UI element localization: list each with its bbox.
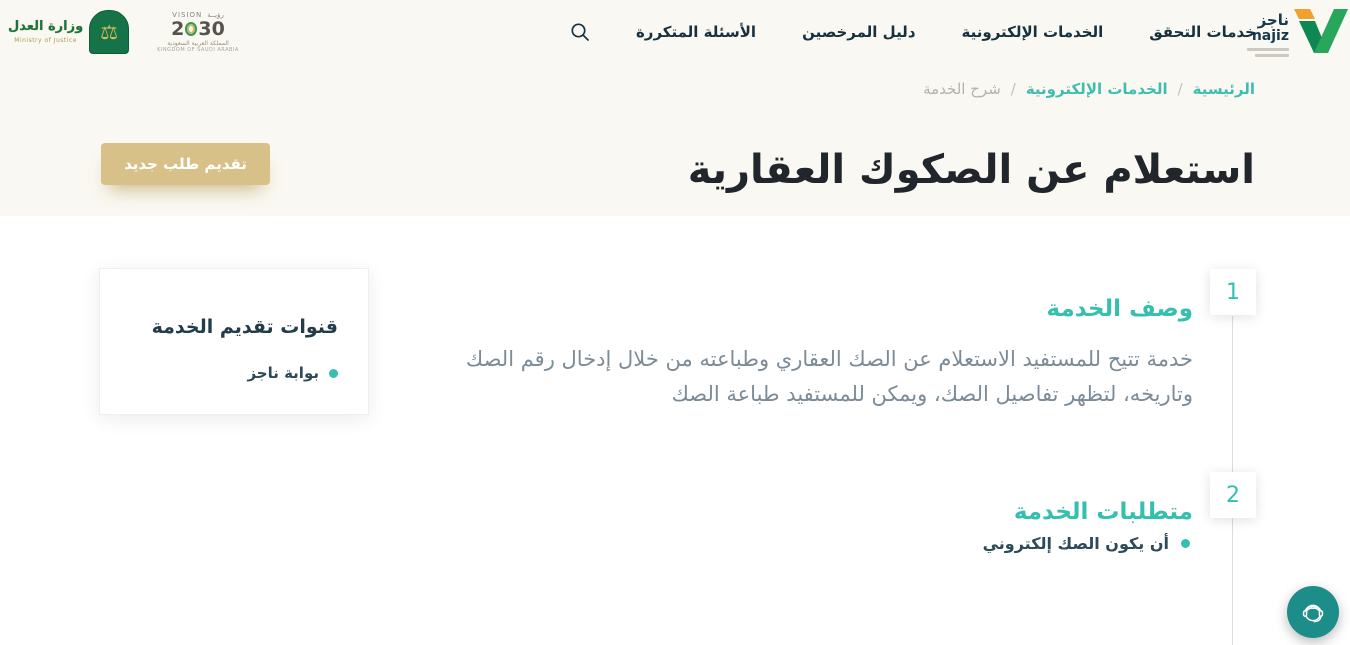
nav-item-electronic-services[interactable]: الخدمات الإلكترونية <box>961 23 1104 41</box>
service-channels-title: قنوات تقديم الخدمة <box>151 316 338 338</box>
bullet-dot-icon <box>1181 539 1190 548</box>
service-requirements-title: متطلبات الخدمة <box>1013 499 1193 526</box>
breadcrumb-separator: / <box>1177 80 1183 98</box>
page-title: استعلام عن الصكوك العقارية <box>687 146 1255 193</box>
vision-sub-english: KINGDOM OF SAUDI ARABIA <box>157 47 239 54</box>
ministry-of-justice-logo <box>8 10 129 54</box>
vision-decorative-zero-icon <box>185 22 197 36</box>
search-button[interactable] <box>570 22 590 42</box>
section-number-1: 1 <box>1210 269 1256 315</box>
najiz-name-arabic: ناجز <box>1257 11 1289 29</box>
vision-year-digit: 3 <box>198 17 212 40</box>
channel-label: بوابة ناجز <box>247 364 319 382</box>
moj-logo-text <box>8 20 83 43</box>
breadcrumb-current-page: شرح الخدمة <box>923 80 1001 98</box>
bullet-dot-icon <box>329 369 338 378</box>
breadcrumb-electronic-services[interactable]: الخدمات الإلكترونية <box>1025 80 1168 98</box>
vision-2030-logo <box>157 11 239 53</box>
moj-name-arabic: وزارة العدل <box>8 19 84 35</box>
support-agent-icon <box>1297 596 1329 628</box>
vision-label-en: VISION <box>172 10 203 19</box>
vision-2030-year <box>171 19 225 40</box>
vision-label-ar: رؤيــة <box>207 10 224 19</box>
najiz-tagline-line <box>1247 48 1289 51</box>
service-description-title: وصف الخدمة <box>1046 296 1193 323</box>
vision-year-digit: 2 <box>171 17 185 40</box>
requirement-item <box>983 534 1190 553</box>
najiz-logo[interactable] <box>1247 7 1348 57</box>
section-number-2: 2 <box>1210 472 1256 518</box>
najiz-tagline-line <box>1255 54 1289 57</box>
service-description-text: خدمة تتيح للمستفيد الاستعلام عن الصك العقاري وطباعته من خلال إدخال رقم الصك وتاريخه، لتظهر تفاصيل الصك، ويمكن للمستفيد طباعة الصك <box>465 347 1193 406</box>
nav-item-verification-services[interactable]: خدمات التحقق <box>1149 23 1256 41</box>
moj-emblem <box>89 10 129 54</box>
breadcrumb-separator: / <box>1010 80 1016 98</box>
nav-item-faq[interactable]: الأسئلة المتكررة <box>635 23 757 41</box>
support-chat-button[interactable] <box>1287 586 1339 638</box>
search-icon <box>570 22 590 42</box>
requirement-label: أن يكون الصك إلكتروني <box>982 534 1169 553</box>
vision-sub-arabic: المملكة العربية السعودية <box>167 39 229 47</box>
new-request-button[interactable]: تقديم طلب جديد <box>101 143 270 185</box>
breadcrumb <box>923 80 1255 98</box>
main-nav <box>570 22 1256 42</box>
moj-name-english: Ministry of Justice <box>14 36 77 44</box>
breadcrumb-home[interactable]: الرئيسية <box>1192 80 1255 98</box>
vision-year-digit: 0 <box>211 17 225 40</box>
scales-icon: ⚖ <box>100 20 119 44</box>
najiz-name-latin: najiz <box>1251 28 1289 44</box>
channel-item-najiz-portal <box>120 364 338 382</box>
nav-item-licensees-guide[interactable]: دليل المرخصين <box>802 23 916 41</box>
najiz-checkmark-icon <box>1294 7 1348 55</box>
partner-logos <box>8 10 239 54</box>
service-channels-card <box>99 268 369 415</box>
